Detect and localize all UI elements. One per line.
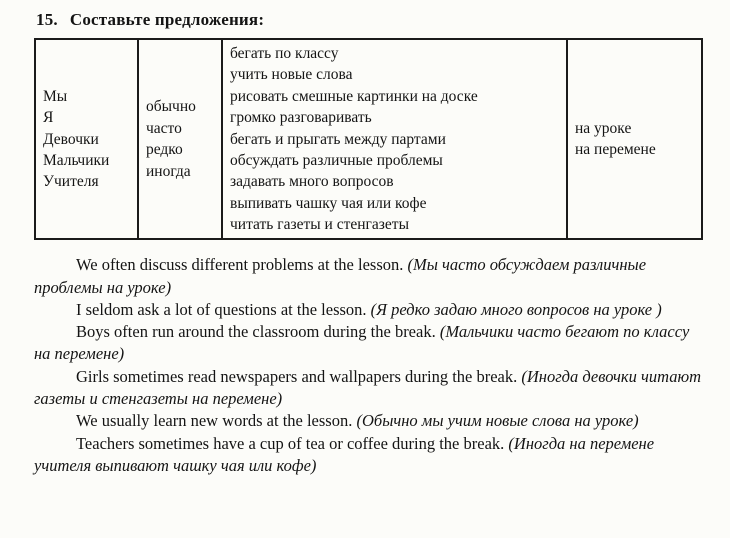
sentence — [34, 366, 704, 411]
table-row — [35, 39, 702, 239]
exercise-number: 15. — [36, 10, 58, 29]
sentence — [34, 299, 704, 321]
sentence-english: Teachers sometimes have a cup of tea or coffee during the break. — [76, 433, 505, 453]
sentence-english: I seldom ask a lot of questions at the lesson. — [76, 299, 367, 319]
table-cell-places — [567, 39, 702, 239]
sentence-russian-translation: (Иногда девочки читают газеты и стенгазеты на перемене) — [34, 366, 702, 408]
sentence — [34, 321, 704, 366]
sentence-russian-translation: (Обычно мы учим новые слова на уроке) — [356, 411, 639, 431]
sentence-english: Girls sometimes read newspapers and wallpapers during the break. — [76, 366, 518, 386]
adverb-item: часто — [146, 119, 182, 137]
sentence-english: Boys often run around the classroom during the break. — [76, 322, 436, 342]
action-item: бегать по классу — [230, 45, 339, 62]
sentence-russian-translation: (Иногда на перемене учителя выпивают чашку чая или кофе) — [34, 433, 655, 475]
answer-sentences — [34, 254, 704, 477]
subject-item: Я — [43, 109, 54, 127]
subject-item: Мы — [43, 87, 68, 105]
exercise-title: Составьте предложения: — [69, 10, 265, 29]
action-item: бегать и прыгать между партами — [230, 130, 446, 148]
table-cell-subjects — [35, 39, 138, 239]
action-item: выпивать чашку чая или кофе — [230, 194, 427, 212]
table-cell-adverbs — [138, 39, 222, 239]
action-item: громко разговаривать — [230, 109, 372, 127]
subject-item: Девочки — [43, 130, 99, 148]
sentence — [34, 410, 704, 432]
action-item: рисовать смешные картинки на доске — [230, 87, 478, 105]
sentence-russian-translation: (Мальчики часто бегают по классу на перемене) — [34, 322, 690, 364]
exercise-heading — [36, 10, 704, 30]
subject-item: Мальчики — [43, 151, 110, 169]
adverb-item: редко — [146, 141, 183, 159]
sentence — [34, 433, 704, 478]
sentence — [34, 254, 704, 299]
table-cell-actions — [222, 39, 567, 239]
sentence-russian-translation: (Я редко задаю много вопросов на уроке ) — [370, 299, 662, 319]
action-item: обсуждать различные проблемы — [230, 151, 443, 169]
action-item: задавать много вопросов — [230, 173, 394, 191]
sentence-english: We usually learn new words at the lesson. — [76, 411, 353, 431]
adverb-item: обычно — [146, 98, 196, 116]
place-item: на перемене — [575, 141, 656, 159]
subject-item: Учителя — [43, 173, 99, 191]
action-item: читать газеты и стенгазеты — [230, 216, 409, 233]
place-item: на уроке — [575, 119, 632, 137]
exercise-table — [34, 38, 703, 240]
sentence-english: We often discuss different problems at the lesson. — [76, 255, 404, 275]
action-item: учить новые слова — [230, 66, 353, 84]
adverb-item: иногда — [146, 162, 191, 180]
sentence-russian-translation: (Мы часто обсуждаем различные проблемы на уроке) — [34, 255, 647, 297]
